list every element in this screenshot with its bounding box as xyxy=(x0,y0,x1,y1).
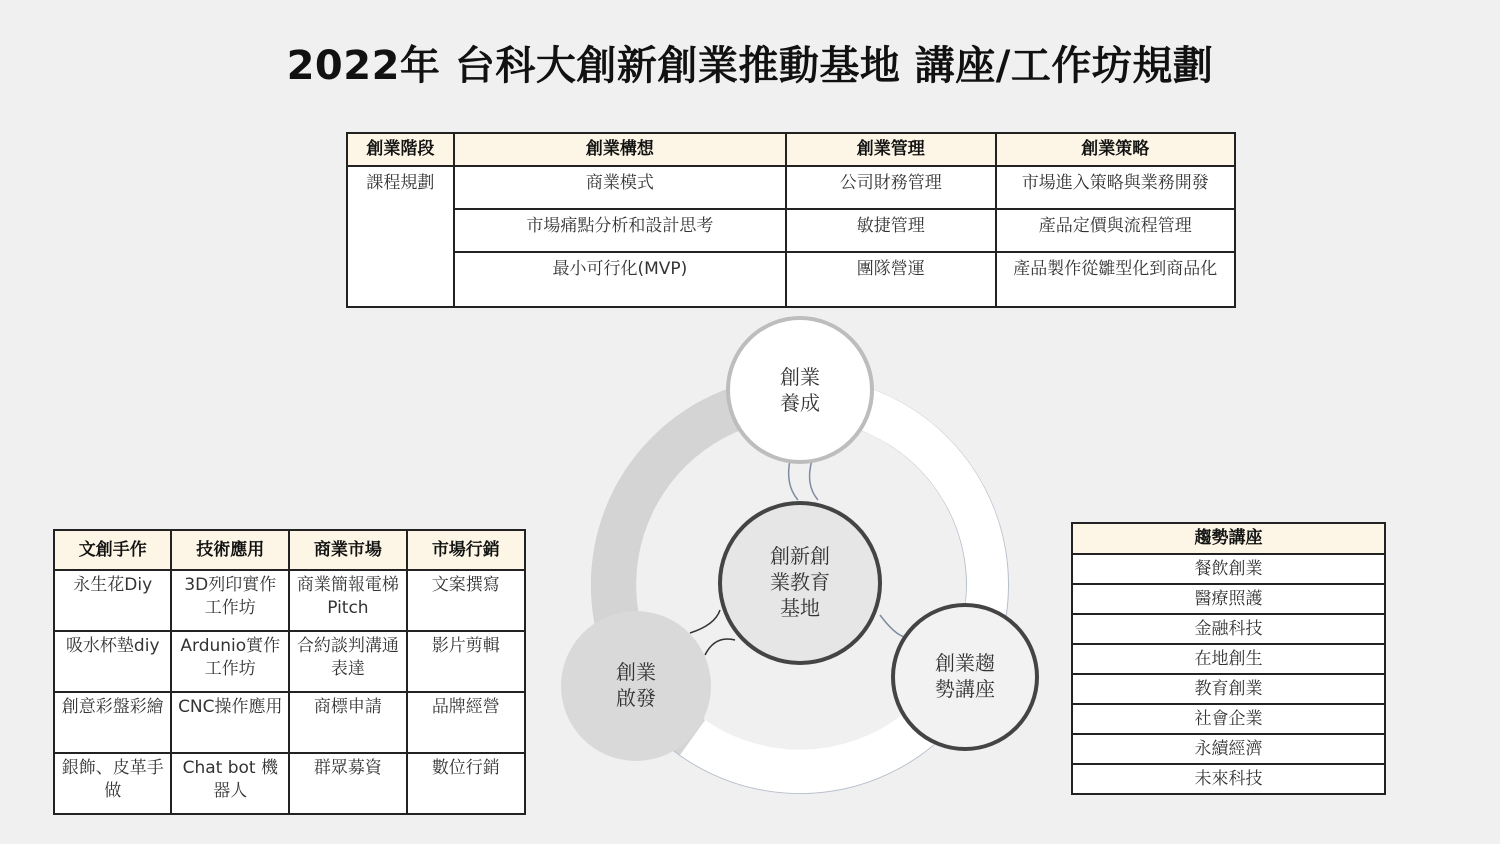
table-cell: 商業模式 xyxy=(454,166,786,209)
workshop-header: 文創手作 xyxy=(54,530,171,570)
workshop-header: 技術應用 xyxy=(171,530,289,570)
node-left-line2: 啟發 xyxy=(616,686,656,710)
stage-row-label: 課程規劃 xyxy=(347,166,454,307)
trend-header: 趨勢講座 xyxy=(1072,523,1385,554)
table-row xyxy=(54,753,525,814)
table-row xyxy=(54,631,525,692)
table-cell: 敏捷管理 xyxy=(786,209,996,252)
table-row xyxy=(54,692,525,753)
table-cell: 市場痛點分析和設計思考 xyxy=(454,209,786,252)
list-item: 永續經濟 xyxy=(1072,734,1385,764)
table-cell: 群眾募資 xyxy=(289,753,407,814)
connector xyxy=(810,460,818,500)
table-cell: Ardunio實作工作坊 xyxy=(171,631,289,692)
node-right-line1: 創業趨 xyxy=(935,651,995,675)
table-cell: CNC操作應用 xyxy=(171,692,289,753)
cycle-diagram xyxy=(550,305,1050,805)
stage-header-concept: 創業構想 xyxy=(454,133,786,166)
table-cell: 3D列印實作工作坊 xyxy=(171,570,289,631)
stage-header-management: 創業管理 xyxy=(786,133,996,166)
table-cell: 市場進入策略與業務開發 xyxy=(996,166,1235,209)
node-left-line1: 創業 xyxy=(616,660,656,684)
workshop-table xyxy=(53,529,526,815)
list-item: 在地創生 xyxy=(1072,644,1385,674)
node-center-line3: 基地 xyxy=(780,596,820,620)
list-item: 教育創業 xyxy=(1072,674,1385,704)
table-row xyxy=(54,570,525,631)
stage-table xyxy=(346,132,1236,308)
stage-header-strategy: 創業策略 xyxy=(996,133,1235,166)
list-item: 社會企業 xyxy=(1072,704,1385,734)
table-cell: 永生花Diy xyxy=(54,570,171,631)
table-cell: 合約談判溝通表達 xyxy=(289,631,407,692)
page-title: 2022年 台科大創新創業推動基地 講座/工作坊規劃 xyxy=(286,43,1214,89)
table-cell: 團隊營運 xyxy=(786,252,996,307)
table-cell: 商業簡報電梯Pitch xyxy=(289,570,407,631)
node-center-line1: 創新創 xyxy=(770,544,830,568)
table-cell: 銀飾、皮革手做 xyxy=(54,753,171,814)
table-cell: 產品定價與流程管理 xyxy=(996,209,1235,252)
table-cell: 產品製作從雛型化到商品化 xyxy=(996,252,1235,307)
node-top xyxy=(728,318,872,462)
stage-header-phase: 創業階段 xyxy=(347,133,454,166)
connector xyxy=(705,639,735,655)
table-cell: 創意彩盤彩繪 xyxy=(54,692,171,753)
node-center-line2: 業教育 xyxy=(770,570,830,594)
table-cell: 吸水杯墊diy xyxy=(54,631,171,692)
node-top-line1: 創業 xyxy=(780,365,820,389)
list-item: 餐飲創業 xyxy=(1072,554,1385,584)
table-cell: Chat bot 機器人 xyxy=(171,753,289,814)
table-cell: 最小可行化(MVP) xyxy=(454,252,786,307)
workshop-header: 市場行銷 xyxy=(407,530,525,570)
table-cell: 品牌經營 xyxy=(407,692,525,753)
workshop-header: 商業市場 xyxy=(289,530,407,570)
table-cell: 公司財務管理 xyxy=(786,166,996,209)
list-item: 金融科技 xyxy=(1072,614,1385,644)
node-top-line2: 養成 xyxy=(780,391,820,415)
connector xyxy=(690,610,720,633)
table-cell: 影片剪輯 xyxy=(407,631,525,692)
list-item: 未來科技 xyxy=(1072,764,1385,794)
list-item: 醫療照護 xyxy=(1072,584,1385,614)
table-cell: 商標申請 xyxy=(289,692,407,753)
trend-lecture-table xyxy=(1071,522,1386,795)
table-cell: 數位行銷 xyxy=(407,753,525,814)
connector xyxy=(880,615,905,637)
node-right-line2: 勢講座 xyxy=(935,677,995,701)
table-cell: 文案撰寫 xyxy=(407,570,525,631)
connector xyxy=(789,460,798,500)
